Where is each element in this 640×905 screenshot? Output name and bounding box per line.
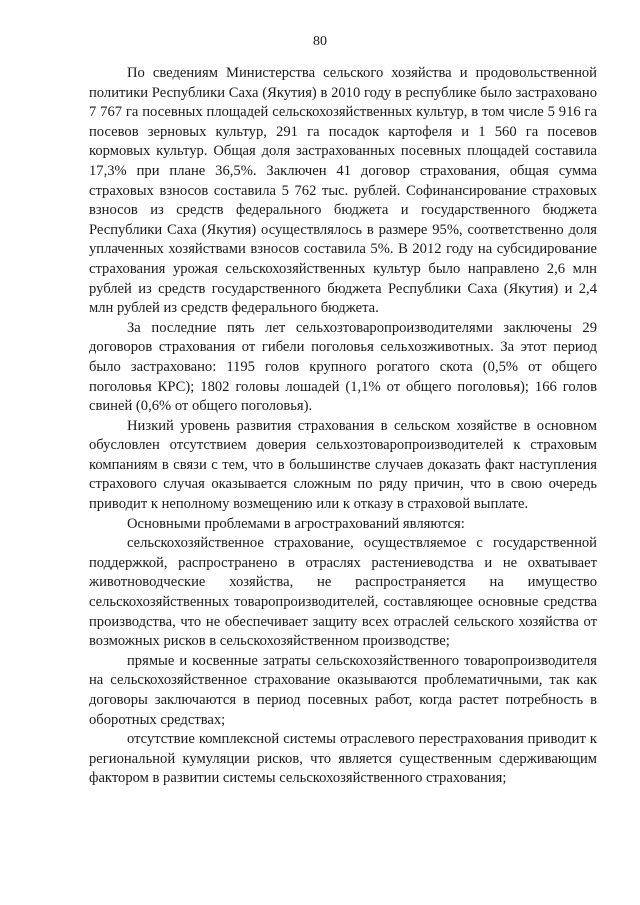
- paragraph-livestock-insurance: За последние пять лет сельхозтоваропроизводителями заключены 29 договоров страхования от гибели поголовья сельхозживотных. За этот период было застраховано: 1195 голов крупного рогатого скота (0,5% от общего поголовья КРС); 1802 головы лошадей (1,1% от общего поголовья); 166 голов свиней (0,6% от общего поголовья).: [89, 319, 597, 415]
- paragraph-problem-costs: прямые и косвенные затраты сельскохозяйственного товаропроизводителя на сельскохозяйственное страхование оказываются проблематичными, так как договоры заключаются в период посевных работ, когда растет потребность в оборотных средствах;: [89, 652, 597, 728]
- paragraph-problem-reinsurance: отсутствие комплексной системы отраслевого перестрахования приводит к региональной кумуляции рисков, что является существенным сдерживающим фактором в развитии системы сельскохозяйственного страхования;: [89, 731, 597, 787]
- paragraph-main-problems-intro: Основными проблемами в агрострахований являются:: [127, 515, 465, 532]
- paragraph-problem-coverage: сельскохозяйственное страхование, осуществляемое с государственной поддержкой, распространено в отраслях растениеводства и не охватывает животноводческие хозяйства, не распространяется на имущество сельскохозяйственных товаропроизводителей, составляющее основные средства производства, что не обеспечивает защиту всех отраслей сельского хозяйства от возможных рисков в сельскохозяйственном производстве;: [89, 535, 597, 650]
- paragraph-crop-insurance: По сведениям Министерства сельского хозяйства и продовольственной политики Республики Саха (Якутия) в 2010 году в республике было застраховано 7 767 га посевных площадей сельскохозяйственных культур, в том числе 5 916 га посевов зерновых культур, 291 га посадок картофеля и 1 560 га посевов кормовых культур. Общая доля застрахованных посевных площадей составила 17,3% при плане 36,5%. Заключен 41 договор страхования, общая сумма страховых взносов составила 5 762 тыс. рублей. Софинансирование страховых взносов из средств федерального бюджета и государственного бюджета Республики Саха (Якутия) осуществлялось в размере 95%, соответственно доля уплаченных хозяйствами взносов составила 5%. В 2012 году на субсидирование страхования урожая сельскохозяйственных культур было направлено 2,6 млн рублей из средств государственного бюджета Республики Саха (Якутия) и 2,4 млн рублей из средств федерального бюджета.: [89, 65, 597, 317]
- paragraph-low-development: Низкий уровень развития страхования в сельском хозяйстве в основном обусловлен отсутствием доверия сельхозтоваропроизводителей к страховым компаниям в связи с тем, что в большинстве случаев доказать факт наступления страхового случая оказывается сложным по ряду причин, что в свою очередь приводит к неполному возмещению или к отказу в страховой выплате.: [89, 417, 597, 513]
- document-body: [89, 64, 597, 789]
- page-number: 80: [313, 34, 327, 49]
